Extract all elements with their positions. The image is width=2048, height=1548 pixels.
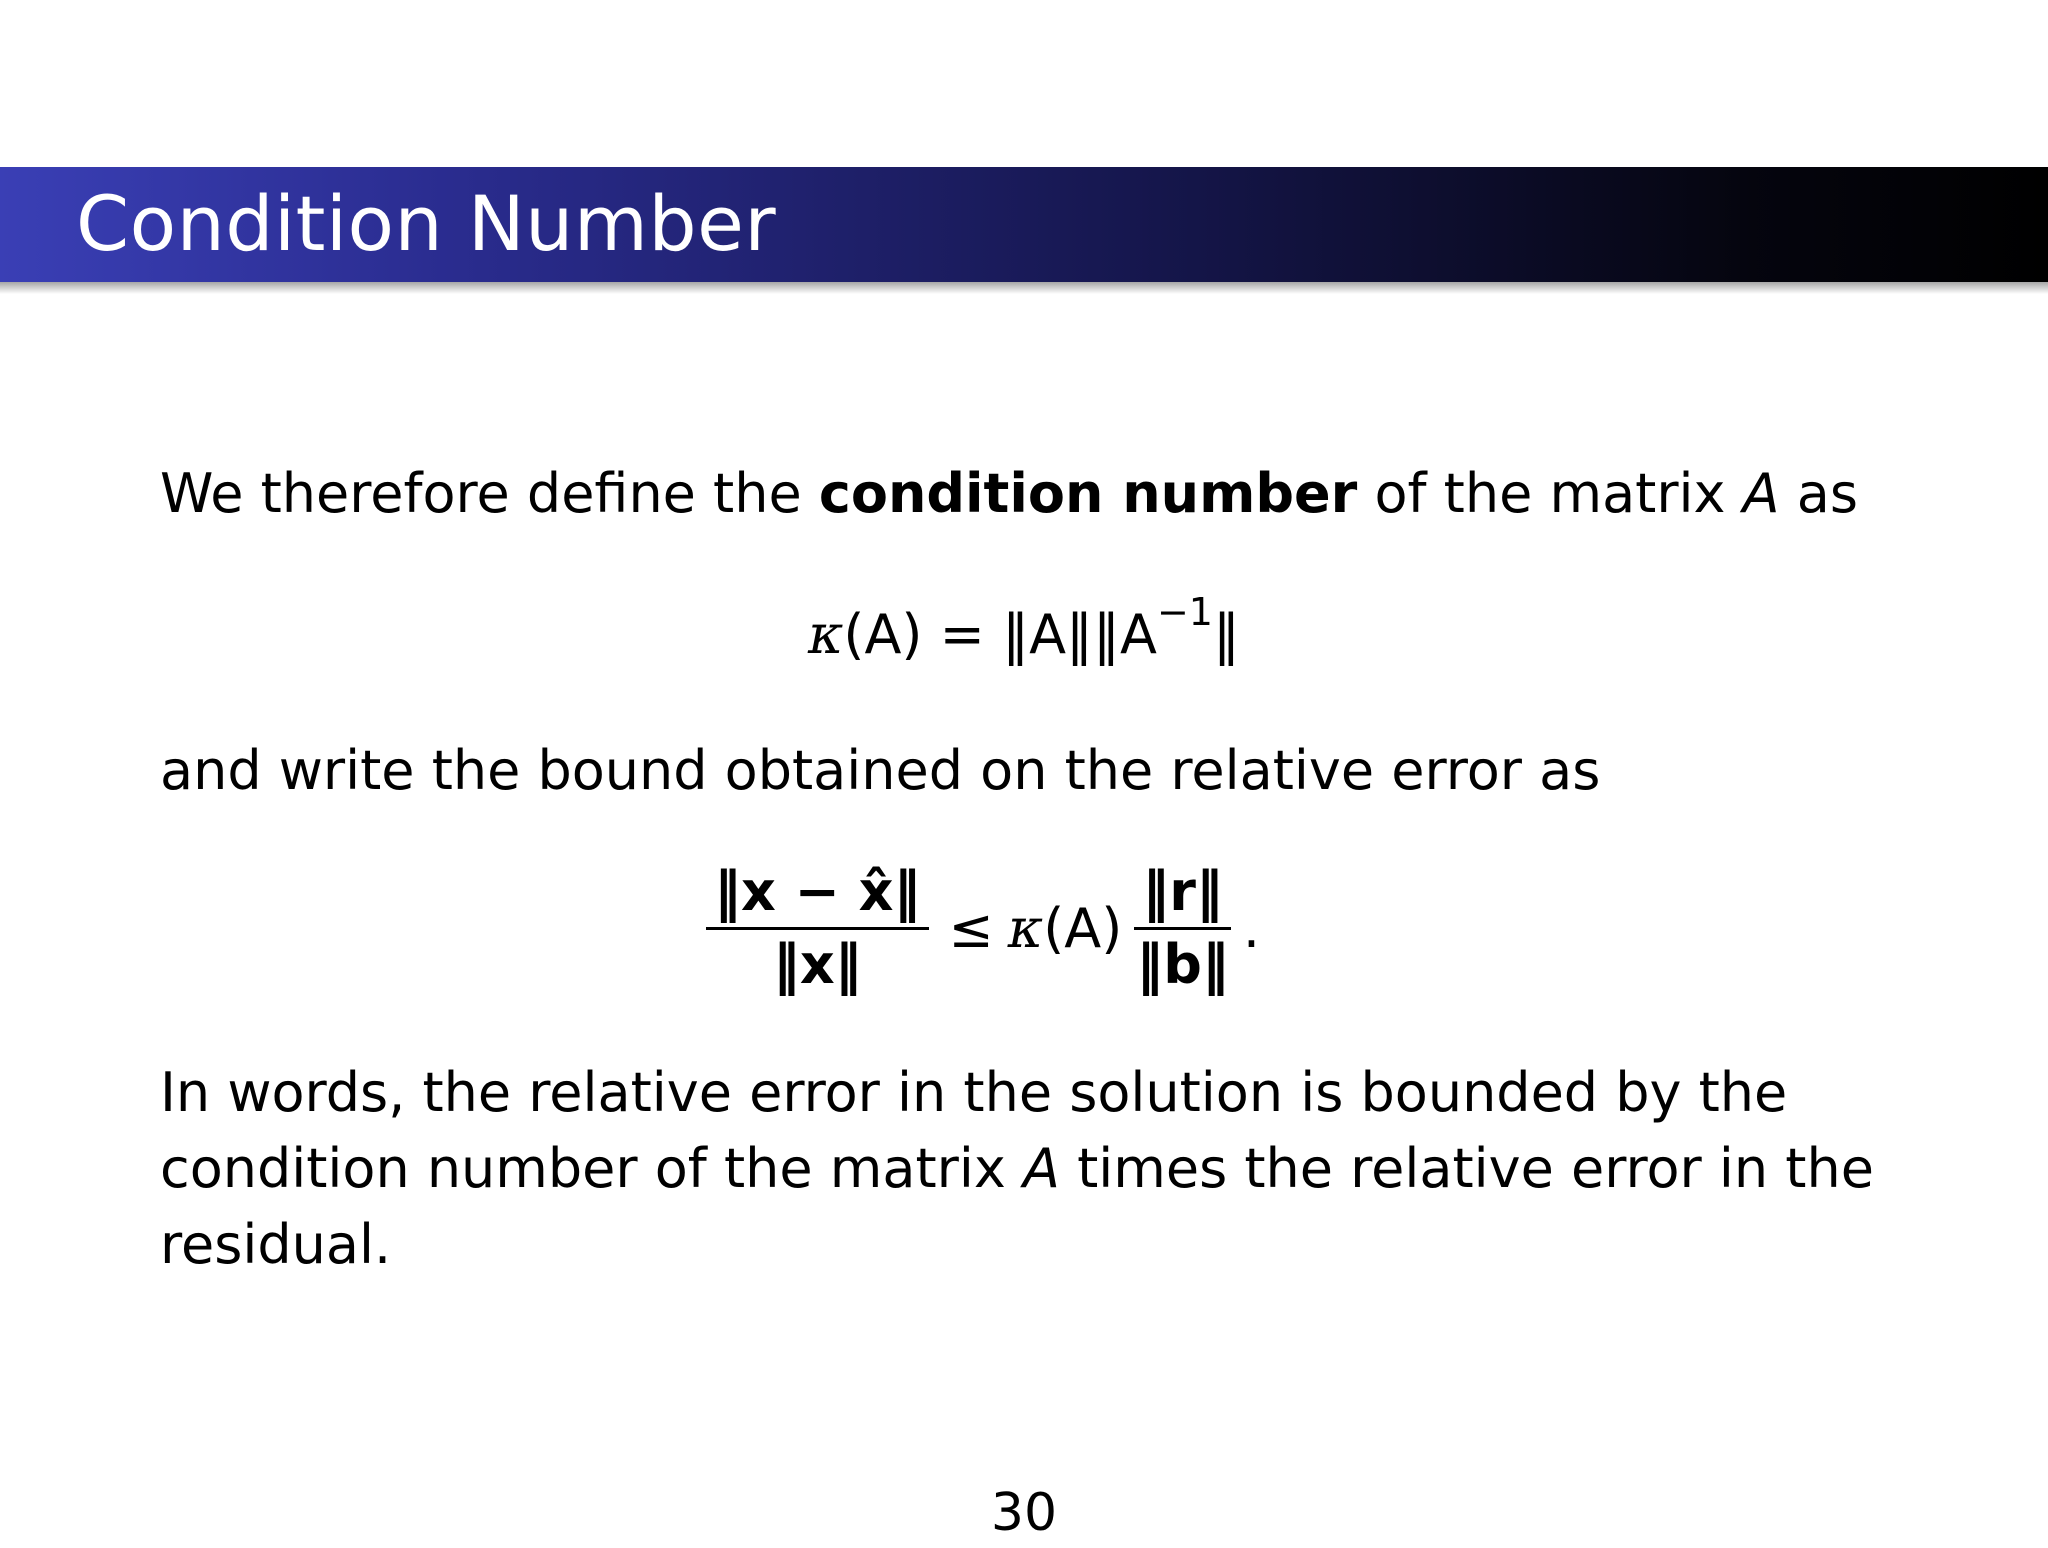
equation-lhs: (A) = ‖A‖‖A bbox=[843, 603, 1157, 666]
error-denominator: ‖x‖ bbox=[772, 932, 862, 996]
paragraph-definition-text-3: as bbox=[1779, 462, 1858, 525]
error-numerator: ‖x − x̂‖ bbox=[706, 857, 929, 930]
paragraph-explanation-text: In words, the relative error in the solution is bounded by the condition number of the matrix bbox=[160, 1061, 1788, 1200]
residual-fraction bbox=[1128, 857, 1237, 1000]
relative-error-bound-equation bbox=[700, 848, 1260, 1008]
paragraph-definition-text: We therefore define the bbox=[160, 462, 819, 525]
slide-title: Condition Number bbox=[76, 179, 777, 268]
term-condition-number: condition number bbox=[818, 462, 1358, 525]
condition-number-equation bbox=[0, 590, 2048, 680]
equation-period: . bbox=[1242, 896, 1261, 960]
residual-numerator: ‖r‖ bbox=[1134, 857, 1231, 930]
residual-denominator: ‖b‖ bbox=[1136, 932, 1229, 996]
leq-symbol: ≤ bbox=[948, 896, 994, 960]
paragraph-definition-text-2: of the matrix bbox=[1357, 462, 1743, 525]
equation-rhs-end: ‖ bbox=[1213, 603, 1240, 666]
title-bar-shadow bbox=[0, 282, 2048, 294]
page-number: 30 bbox=[990, 1483, 1058, 1543]
relative-error-fraction bbox=[706, 857, 929, 1000]
kappa-symbol-2: κ bbox=[1007, 896, 1044, 960]
kappa-argument: (A) bbox=[1043, 896, 1123, 960]
matrix-variable-2: A bbox=[1022, 1137, 1060, 1200]
paragraph-bound: and write the bound obtained on the relative error as bbox=[160, 739, 1601, 802]
paragraph-explanation bbox=[160, 1055, 1920, 1283]
kappa-symbol: κ bbox=[808, 603, 844, 666]
matrix-variable: A bbox=[1742, 462, 1780, 525]
paragraph-explanation-text-2: times the relative error in the residual. bbox=[160, 1137, 1874, 1276]
inverse-exponent: −1 bbox=[1156, 590, 1213, 634]
paragraph-definition bbox=[160, 456, 1858, 532]
